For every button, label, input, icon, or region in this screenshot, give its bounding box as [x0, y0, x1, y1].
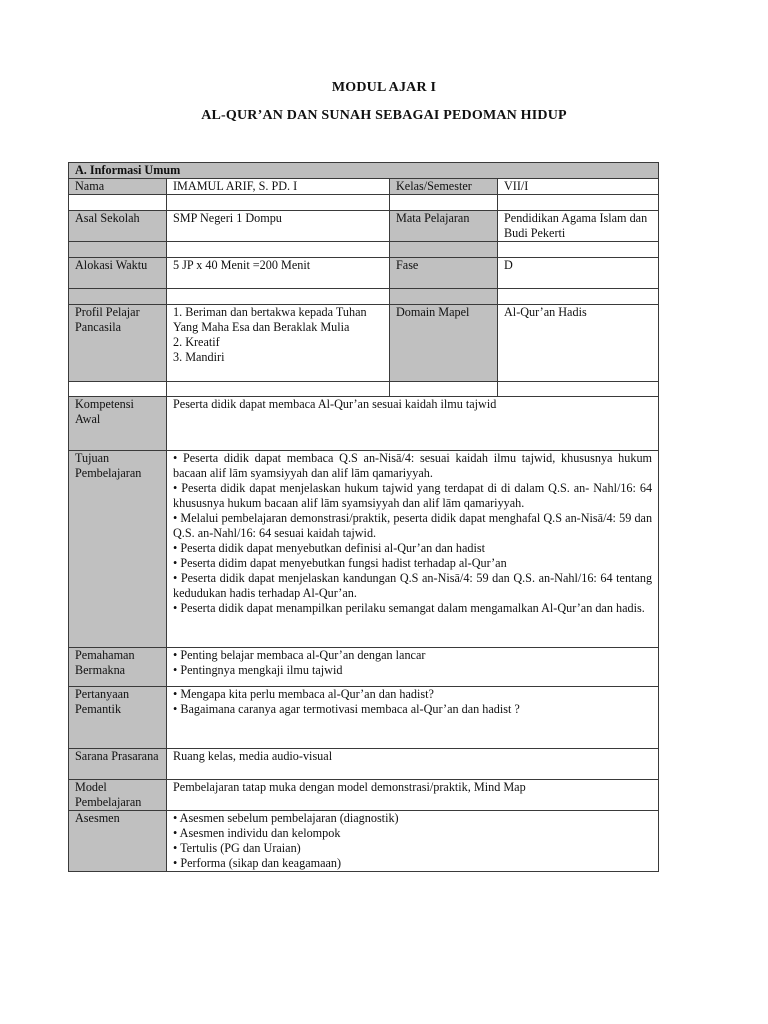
row-profil-pelajar: [69, 305, 659, 382]
label-kelas-semester: Kelas/Semester: [390, 179, 498, 195]
list-item: 1. Beriman dan bertakwa kepada Tuhan Yang Maha Esa dan Beraklak Mulia: [173, 305, 367, 334]
spacer-cell: [69, 382, 167, 397]
spacer-cell: [390, 382, 498, 397]
label-model-pembelajaran: Model Pembelajaran: [69, 780, 167, 811]
value-kompetensi-awal: Peserta didik dapat membaca Al-Qur’an sesuai kaidah ilmu tajwid: [167, 397, 659, 451]
spacer-cell: [167, 382, 390, 397]
document-title: MODUL AJAR I: [331, 80, 437, 95]
list-item: • Peserta didik dapat menjelaskan kandungan Q.S an-Nisā/4: 59 dan Q.S. an-Nahl/16: 64 tentang kedudukan hadis terhadap Al-Qur’an.: [173, 571, 653, 600]
value-domain-mapel: Al-Qur’an Hadis: [498, 305, 659, 382]
value-asesmen: [167, 811, 659, 872]
list-item: • Mengapa kita perlu membaca al-Qur’an dan hadist?: [173, 687, 434, 701]
spacer-cell: [390, 195, 498, 211]
row-sarana-prasarana: [69, 749, 659, 780]
row-alokasi-waktu: [69, 258, 659, 289]
list-item: • Pentingnya mengkaji ilmu tajwid: [173, 663, 343, 677]
value-alokasi-waktu: 5 JP x 40 Menit =200 Menit: [167, 258, 390, 289]
row-kompetensi-awal: [69, 397, 659, 451]
list-item: • Bagaimana caranya agar termotivasi membaca al-Qur’an dan hadist ?: [173, 702, 520, 716]
label-profil-pelajar-pancasila: Profil Pelajar Pancasila: [69, 305, 167, 382]
spacer-cell: [69, 289, 167, 305]
label-kompetensi-awal: Kompetensi Awal: [69, 397, 167, 451]
spacer-cell: [498, 242, 659, 258]
label-domain-mapel: Domain Mapel: [390, 305, 498, 382]
spacer-cell: [167, 289, 390, 305]
row-model-pembelajaran: [69, 780, 659, 811]
spacer-cell: [498, 289, 659, 305]
value-fase: D: [498, 258, 659, 289]
list-item: • Penting belajar membaca al-Qur’an dengan lancar: [173, 648, 426, 662]
value-sarana-prasarana: Ruang kelas, media audio-visual: [167, 749, 659, 780]
spacer-row: [69, 382, 659, 397]
row-tujuan-pembelajaran: [69, 451, 659, 648]
row-asal-sekolah: [69, 211, 659, 242]
asesmen-list: [173, 811, 652, 871]
label-fase: Fase: [390, 258, 498, 289]
section-a-heading: A. Informasi Umum: [69, 163, 659, 179]
informasi-umum-table: [68, 162, 659, 872]
label-tujuan-pembelajaran: Tujuan Pembelajaran: [69, 451, 167, 648]
list-item: • Asesmen individu dan kelompok: [173, 826, 341, 840]
profil-list: [173, 305, 383, 365]
list-item: • Peserta didik dapat membaca Q.S an-Nisā/4: sesuai kaidah ilmu tajwid, khususnya hukum bacaan alif lām syamsiyyah dan alif lām qamariyyah.: [173, 451, 653, 480]
value-mata-pelajaran: Pendidikan Agama Islam dan Budi Pekerti: [498, 211, 659, 242]
list-item: • Tertulis (PG dan Uraian): [173, 841, 301, 855]
label-nama: Nama: [69, 179, 167, 195]
spacer-cell: [390, 242, 498, 258]
row-pemahaman-bermakna: [69, 648, 659, 687]
spacer-cell: [498, 195, 659, 211]
pertanyaan-list: [173, 687, 652, 717]
row-nama: [69, 179, 659, 195]
list-item: • Peserta didik dapat menjelaskan hukum tajwid yang terdapat di di dalam Q.S. an- Nahl/16: 64 khususnya hukum bacaan alif lām syamsiyyah dan alif lām qamariyyah.: [173, 481, 653, 510]
row-asesmen: [69, 811, 659, 872]
value-kelas-semester: VII/I: [498, 179, 659, 195]
value-asal-sekolah: SMP Negeri 1 Dompu: [167, 211, 390, 242]
tujuan-list: [173, 451, 652, 616]
spacer-row: [69, 242, 659, 258]
spacer-cell: [390, 289, 498, 305]
value-profil-pelajar-pancasila: [167, 305, 390, 382]
list-item: • Peserta didik dapat menyebutkan definisi al-Qur’an dan hadist: [173, 541, 486, 555]
list-item: • Melalui pembelajaran demonstrasi/praktik, peserta didik dapat menghafal Q.S an-Nisā/4: 59 dan Q.S. an-Nahl/16: 64 sesuai kaidah tajwid.: [173, 511, 653, 540]
spacer-row: [69, 195, 659, 211]
list-item: • Peserta didim dapat menyebutkan fungsi hadist terhadap al-Qur’an: [173, 556, 507, 570]
value-pemahaman-bermakna: [167, 648, 659, 687]
spacer-cell: [69, 195, 167, 211]
label-pemahaman-bermakna: Pemahaman Bermakna: [69, 648, 167, 687]
spacer-row: [69, 289, 659, 305]
spacer-cell: [167, 195, 390, 211]
list-item: 3. Mandiri: [173, 350, 225, 364]
label-alokasi-waktu: Alokasi Waktu: [69, 258, 167, 289]
value-pertanyaan-pemantik: [167, 687, 659, 749]
row-pertanyaan-pemantik: [69, 687, 659, 749]
label-asal-sekolah: Asal Sekolah: [69, 211, 167, 242]
section-header-row: [69, 163, 659, 179]
spacer-cell: [69, 242, 167, 258]
spacer-cell: [167, 242, 390, 258]
list-item: • Peserta didik dapat menampilkan perilaku semangat dalam mengamalkan Al-Qur’an dan hadis.: [173, 601, 645, 615]
label-pertanyaan-pemantik: Pertanyaan Pemantik: [69, 687, 167, 749]
list-item: • Performa (sikap dan keagamaan): [173, 856, 342, 870]
value-nama: IMAMUL ARIF, S. PD. I: [167, 179, 390, 195]
pemahaman-list: [173, 648, 652, 678]
document-subtitle: AL-QUR’AN DAN SUNAH SEBAGAI PEDOMAN HIDUP: [201, 108, 567, 123]
value-model-pembelajaran: Pembelajaran tatap muka dengan model demonstrasi/praktik, Mind Map: [167, 780, 659, 811]
value-tujuan-pembelajaran: [167, 451, 659, 648]
label-sarana-prasarana: Sarana Prasarana: [69, 749, 167, 780]
list-item: 2. Kreatif: [173, 335, 220, 349]
list-item: • Asesmen sebelum pembelajaran (diagnostik): [173, 811, 399, 825]
spacer-cell: [498, 382, 659, 397]
label-asesmen: Asesmen: [69, 811, 167, 872]
label-mata-pelajaran: Mata Pelajaran: [390, 211, 498, 242]
